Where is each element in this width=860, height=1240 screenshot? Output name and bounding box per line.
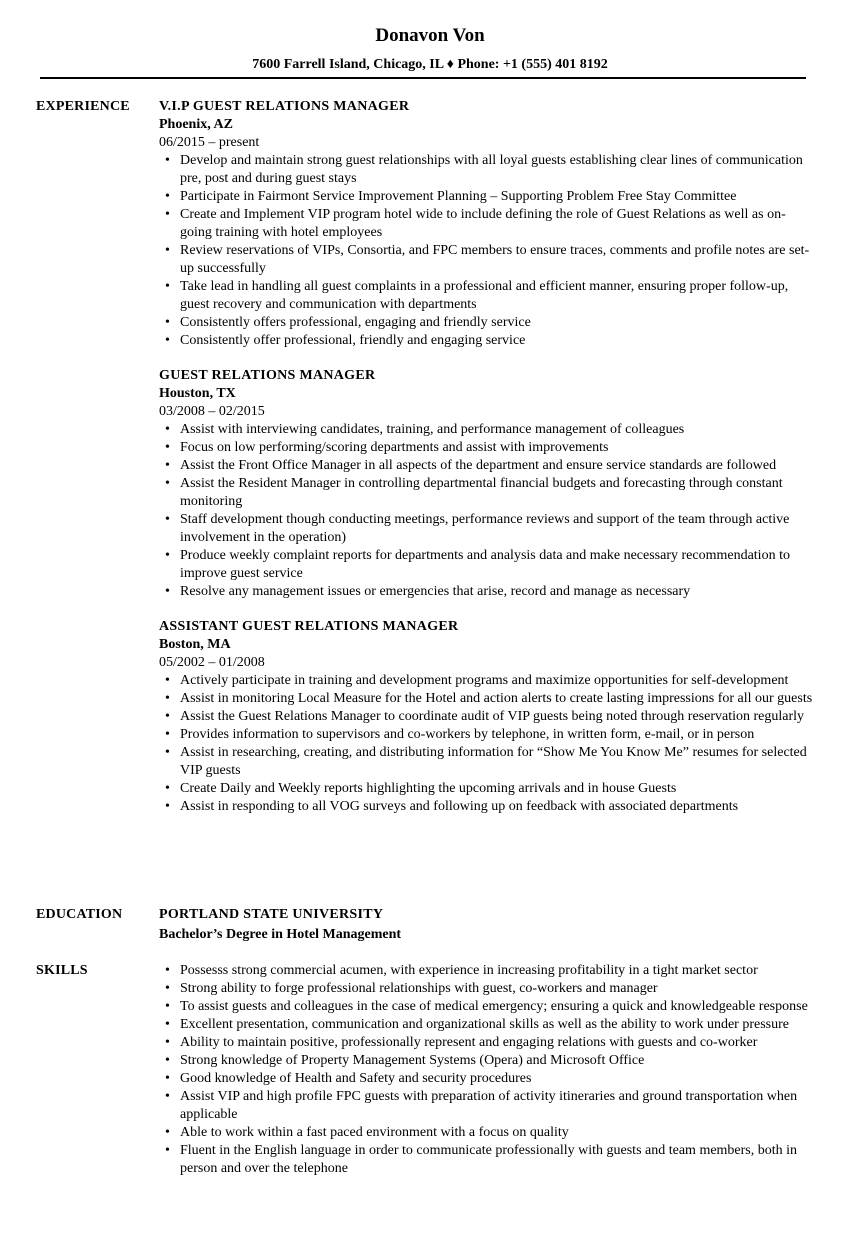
job-bullet: • Create Daily and Weekly reports highlighting the upcoming arrivals and in house Guests	[180, 780, 815, 798]
job-bullet: • Assist in monitoring Local Measure for the Hotel and action alerts to create lasting impressions for all our guests	[180, 690, 815, 708]
skill-item: • Ability to maintain positive, professionally represent and engaging relations with guests and co-worker	[180, 1034, 815, 1052]
job-bullet: • Assist in responding to all VOG surveys and following up on feedback with associated departments	[180, 798, 815, 816]
job-location: Boston, MA	[159, 637, 231, 652]
skill-item: • Good knowledge of Health and Safety and security procedures	[180, 1070, 815, 1088]
job-entry	[159, 98, 815, 350]
job-bullet: • Take lead in handling all guest complaints in a professional and efficient manner, ensuring proper follow-up, guest recovery and communication with departments	[180, 278, 815, 314]
job-bullet: • Create and Implement VIP program hotel wide to include defining the role of Guest Relations as well as on-going training with hotel employees	[180, 206, 815, 242]
job-bullet: • Consistently offers professional, engaging and friendly service	[180, 314, 815, 332]
job-bullet: • Consistently offer professional, friendly and engaging service	[180, 332, 815, 350]
skills-bullets	[159, 962, 815, 1178]
job-bullets	[159, 672, 815, 816]
skill-item: • Excellent presentation, communication and organizational skills as well as the ability to work under pressure	[180, 1016, 815, 1034]
job-bullet: • Staff development though conducting meetings, performance reviews and support of the team through active involvement in the operation)	[180, 511, 815, 547]
skill-item: • Strong ability to forge professional relationships with guest, co-workers and manager	[180, 980, 815, 998]
skill-item: • Strong knowledge of Property Management Systems (Opera) and Microsoft Office	[180, 1052, 815, 1070]
job-bullet: • Review reservations of VIPs, Consortia, and FPC members to ensure traces, comments and profile notes are set-up successfully	[180, 242, 815, 278]
job-dates: 05/2002 – 01/2008	[159, 655, 265, 670]
job-bullet: • Focus on low performing/scoring departments and assist with improvements	[180, 439, 815, 457]
skill-item: • To assist guests and colleagues in the case of medical emergency; ensuring a quick and knowledgeable response	[180, 998, 815, 1016]
job-bullet: • Assist with interviewing candidates, training, and performance management of colleagues	[180, 421, 815, 439]
education-label: EDUCATION	[36, 907, 123, 922]
job-bullets	[159, 421, 815, 601]
job-bullet: • Develop and maintain strong guest relationships with all loyal guests establishing clear lines of communication pre, post and during guest stays	[180, 152, 815, 188]
job-dates: 03/2008 – 02/2015	[159, 404, 265, 419]
job-bullet: • Resolve any management issues or emergencies that arise, record and manage as necessary	[180, 583, 815, 601]
job-bullet: • Assist the Resident Manager in controlling departmental financial budgets and forecasting through constant monitoring	[180, 475, 815, 511]
candidate-name: Donavon Von	[375, 25, 485, 46]
job-entry	[159, 367, 815, 601]
degree-name: Bachelor’s Degree in Hotel Management	[159, 927, 402, 942]
skill-item: • Possesss strong commercial acumen, with experience in increasing profitability in a tight market sector	[180, 962, 815, 980]
education-entry	[159, 906, 815, 944]
job-entry	[159, 618, 815, 816]
skill-item: • Able to work within a fast paced environment with a focus on quality	[180, 1124, 815, 1142]
job-bullet: • Assist the Front Office Manager in all aspects of the department and ensure service standards are followed	[180, 457, 815, 475]
contact-line: 7600 Farrell Island, Chicago, IL ♦ Phone: +1 (555) 401 8192	[252, 57, 608, 72]
experience-label: EXPERIENCE	[36, 99, 130, 114]
job-bullet: • Provides information to supervisors and co-workers by telephone, in written form, e-mail, or in person	[180, 726, 815, 744]
skill-item: • Assist VIP and high profile FPC guests with preparation of activity itineraries and ground transportation when applicable	[180, 1088, 815, 1124]
job-location: Houston, TX	[159, 386, 236, 401]
skills-list	[159, 962, 815, 1178]
job-title: V.I.P GUEST RELATIONS MANAGER	[159, 99, 410, 114]
resume-header	[0, 24, 860, 74]
experience-list	[159, 98, 815, 816]
school-name: PORTLAND STATE UNIVERSITY	[159, 907, 384, 922]
job-dates: 06/2015 – present	[159, 135, 260, 150]
skills-label: SKILLS	[36, 963, 88, 978]
job-title: GUEST RELATIONS MANAGER	[159, 368, 376, 383]
job-bullet: • Produce weekly complaint reports for departments and analysis data and make necessary recommendation to improve guest service	[180, 547, 815, 583]
header-divider	[40, 77, 806, 79]
job-bullet: • Actively participate in training and development programs and maximize opportunities for self-development	[180, 672, 815, 690]
job-bullet: • Assist in researching, creating, and distributing information for “Show Me You Know Me” resumes for selected VIP guests	[180, 744, 815, 780]
job-bullet: • Participate in Fairmont Service Improvement Planning – Supporting Problem Free Stay Committee	[180, 188, 815, 206]
job-title: ASSISTANT GUEST RELATIONS MANAGER	[159, 619, 459, 634]
job-location: Phoenix, AZ	[159, 117, 233, 132]
job-bullets	[159, 152, 815, 350]
job-bullet: • Assist the Guest Relations Manager to coordinate audit of VIP guests being noted through reservation regularly	[180, 708, 815, 726]
skill-item: • Fluent in the English language in order to communicate professionally with guests and team members, both in person and over the telephone	[180, 1142, 815, 1178]
